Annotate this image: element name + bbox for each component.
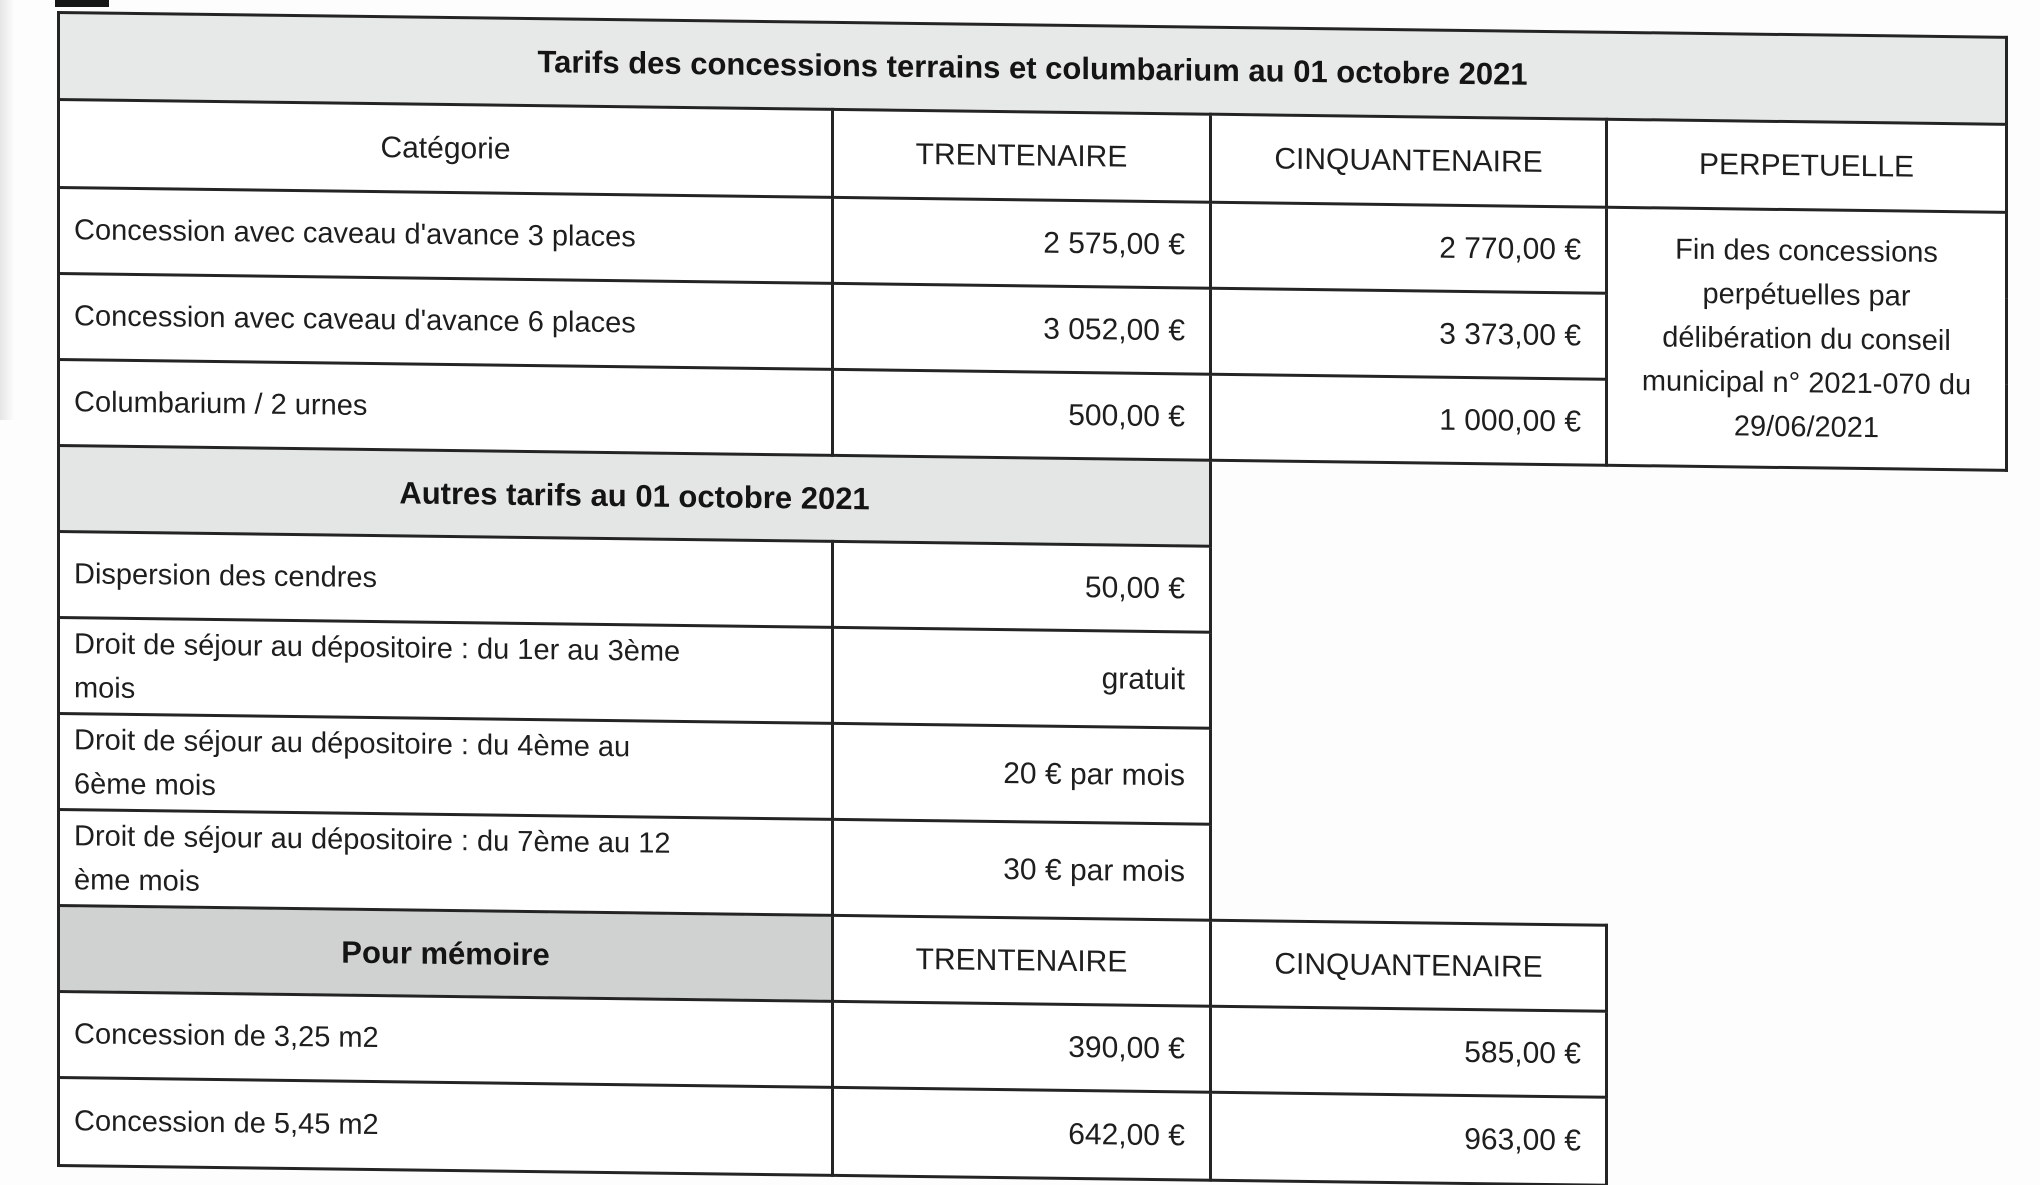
price-cinquantenaire: 3 373,00 € [1211, 288, 1607, 379]
scan-edge-shading [0, 0, 14, 420]
price-trentenaire: 2 575,00 € [833, 197, 1211, 288]
row-label-text: Droit de séjour au dépositoire : du 1er au 3ème mois [74, 627, 681, 705]
price-cinquantenaire: 585,00 € [1211, 1006, 1607, 1097]
row-label [59, 618, 833, 724]
row-label [59, 810, 833, 916]
row-label: Concession de 3,25 m2 [59, 992, 833, 1088]
price-value: 20 € par mois [833, 723, 1211, 824]
perpetuelle-note-text: Fin des concessions perpétuelles par délibération du conseil municipal n° 2021-070 du 29/06/2021 [1641, 233, 1972, 444]
price-trentenaire: 500,00 € [833, 369, 1211, 460]
price-cinquantenaire: 2 770,00 € [1211, 202, 1607, 293]
header-cinquantenaire: CINQUANTENAIRE [1211, 114, 1607, 207]
price-trentenaire: 642,00 € [833, 1087, 1211, 1180]
header-trentenaire: TRENTENAIRE [833, 915, 1211, 1006]
price-value: 50,00 € [833, 541, 1211, 632]
header-category: Catégorie [59, 100, 833, 198]
row-label-text: Droit de séjour au dépositoire : du 7ème au 12 ème mois [74, 819, 671, 898]
main-table-title: Tarifs des concessions terrains et columbarium au 01 octobre 2021 [59, 13, 2007, 125]
row-label: Dispersion des cendres [59, 532, 833, 628]
row-label: Concession avec caveau d'avance 3 places [59, 188, 833, 284]
price-value: 30 € par mois [833, 819, 1211, 920]
header-trentenaire: TRENTENAIRE [833, 109, 1211, 202]
table-row [59, 1078, 2007, 1185]
price-cinquantenaire: 1 000,00 € [1211, 374, 1607, 465]
tariff-table [57, 11, 2008, 1185]
perpetuelle-note-cell [1607, 207, 2007, 470]
row-label [59, 714, 833, 820]
row-label-text: Droit de séjour au dépositoire : du 4ème au 6ème mois [74, 723, 631, 802]
autres-tarifs-title: Autres tarifs au 01 octobre 2021 [59, 446, 1211, 547]
price-trentenaire: 3 052,00 € [833, 283, 1211, 374]
scan-artifact-streak [55, 0, 109, 7]
price-trentenaire: 390,00 € [833, 1001, 1211, 1092]
header-cinquantenaire: CINQUANTENAIRE [1211, 920, 1607, 1011]
row-label: Concession avec caveau d'avance 6 places [59, 274, 833, 370]
row-label: Columbarium / 2 urnes [59, 360, 833, 456]
header-perpetuelle: PERPETUELLE [1607, 119, 2007, 212]
price-cinquantenaire: 963,00 € [1211, 1092, 1607, 1185]
row-label: Concession de 5,45 m2 [59, 1078, 833, 1176]
pour-memoire-title: Pour mémoire [59, 906, 833, 1002]
price-value: gratuit [833, 627, 1211, 728]
